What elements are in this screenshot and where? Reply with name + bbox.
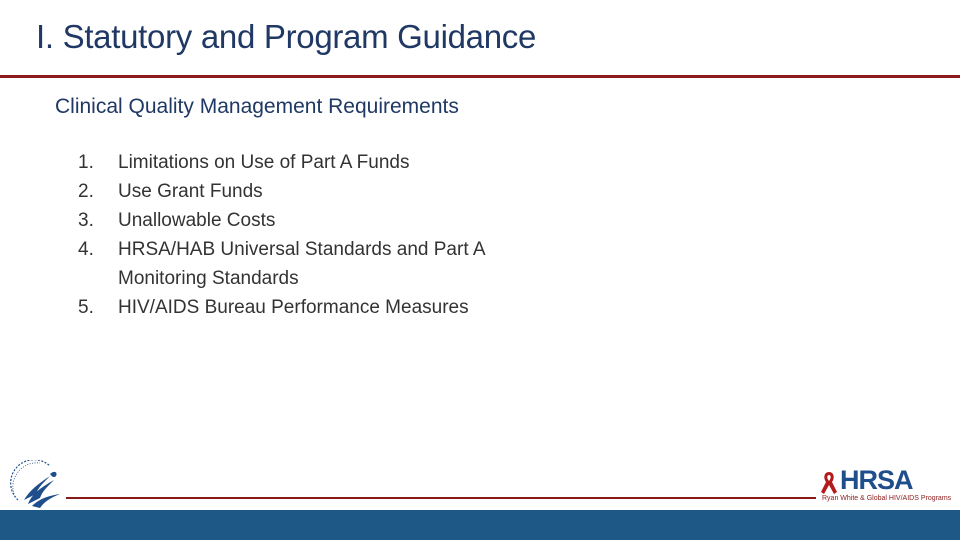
list-item bbox=[78, 148, 548, 177]
list-item-text: Unallowable Costs bbox=[118, 210, 276, 231]
footer-divider bbox=[66, 497, 816, 499]
list-item-text: HRSA/HAB Universal Standards and Part A Monitoring Standards bbox=[118, 239, 485, 289]
title-divider bbox=[0, 75, 960, 78]
list-item-number: 4. bbox=[78, 239, 94, 260]
list-item-number: 2. bbox=[78, 181, 94, 202]
slide-subtitle: Clinical Quality Management Requirements bbox=[55, 95, 459, 118]
list-item-number: 5. bbox=[78, 297, 94, 318]
hrsa-tagline: Ryan White & Global HIV/AIDS Programs bbox=[822, 495, 952, 502]
slide-title: I. Statutory and Program Guidance bbox=[36, 18, 537, 55]
list-item-text: Limitations on Use of Part A Funds bbox=[118, 152, 410, 173]
list-item-text: Use Grant Funds bbox=[118, 181, 263, 202]
hrsa-logo bbox=[818, 465, 952, 504]
hrsa-wordmark: HRSA bbox=[840, 465, 913, 495]
list-item bbox=[78, 177, 548, 206]
list-item bbox=[78, 206, 548, 235]
red-ribbon-icon bbox=[818, 470, 840, 496]
list-item bbox=[78, 235, 548, 293]
list-item-number: 1. bbox=[78, 152, 94, 173]
bottom-bar bbox=[0, 510, 960, 540]
requirements-list bbox=[78, 148, 548, 322]
list-item-number: 3. bbox=[78, 210, 94, 231]
list-item bbox=[78, 293, 548, 322]
hhs-eagle-seal-icon bbox=[10, 460, 66, 510]
list-item-text: HIV/AIDS Bureau Performance Measures bbox=[118, 297, 469, 318]
